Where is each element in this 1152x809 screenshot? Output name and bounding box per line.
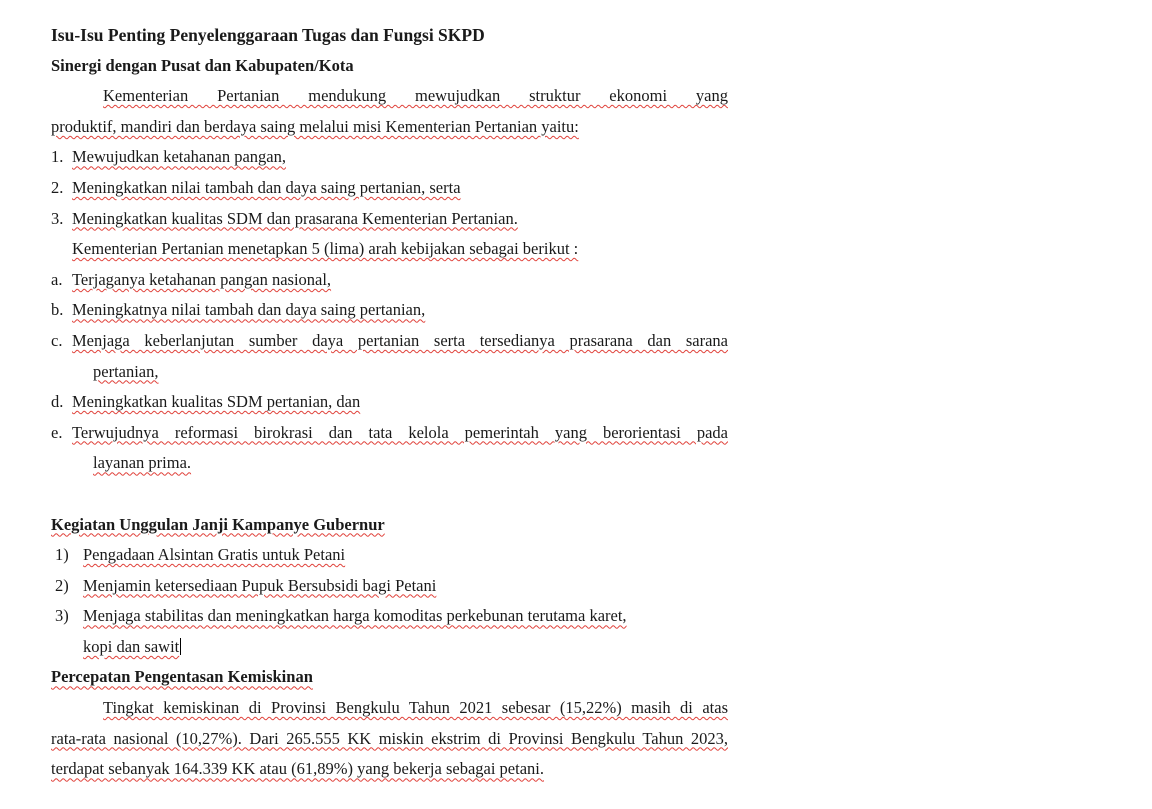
document-heading: Isu-Isu Penting Penyelenggaraan Tugas dan Fungsi SKPD [51,25,485,45]
paragraph-line: Kementerian Pertanian mendukung mewujudkan struktur ekonomi yang [103,86,728,106]
policy-item: b. Meningkatnya nilai tambah dan daya saing pertanian, [51,300,426,320]
text-cursor [180,638,181,655]
policy-intro: Kementerian Pertanian menetapkan 5 (lima) arah kebijakan sebagai berikut : [72,239,579,259]
program-item: 2) Menjamin ketersediaan Pupuk Bersubsidi bagi Petani [55,575,437,595]
program-item: 1) Pengadaan Alsintan Gratis untuk Petani [55,545,346,565]
section-subheading-sinergi: Sinergi dengan Pusat dan Kabupaten/Kota [51,55,354,75]
section-subheading-kegiatan: Kegiatan Unggulan Janji Kampanye Gubernur [51,514,385,534]
paragraph-line: Tingkat kemiskinan di Provinsi Bengkulu Tahun 2021 sebesar (15,22%) masih di atas [103,698,728,718]
policy-item: a. Terjaganya ketahanan pangan nasional, [51,269,332,289]
policy-item: c. Menjaga keberlanjutan sumber daya pertanian serta tersedianya prasarana dan sarana [51,330,728,350]
policy-item: e. Terwujudnya reformasi birokrasi dan tata kelola pemerintah yang berorientasi pada [51,422,728,442]
paragraph-line: rata-rata nasional (10,27%). Dari 265.555 KK miskin ekstrim di Provinsi Bengkulu Tahun 2023, [51,728,728,748]
section-subheading-kemiskinan: Percepatan Pengentasan Kemiskinan [51,667,313,687]
paragraph-line: terdapat sebanyak 164.339 KK atau (61,89%) yang bekerja sebagai petani. [51,759,544,779]
program-item: 3) Menjaga stabilitas dan meningkatkan harga komoditas perkebunan terutama karet, [55,606,627,626]
empty-line [51,479,728,510]
document-page[interactable] [51,20,728,785]
policy-item-continuation: layanan prima. [93,453,192,473]
policy-item-continuation: pertanian, [93,361,159,381]
policy-item: d. Meningkatkan kualitas SDM pertanian, dan [51,392,361,412]
paragraph-line: produktif, mandiri dan berdaya saing melalui misi Kementerian Pertanian yaitu: [51,116,579,136]
mission-item: 3. Meningkatkan kualitas SDM dan prasarana Kementerian Pertanian. [51,208,518,228]
mission-item: 1. Mewujudkan ketahanan pangan, [51,147,286,167]
program-item-continuation: kopi dan sawit [83,636,180,656]
mission-item: 2. Meningkatkan nilai tambah dan daya saing pertanian, serta [51,177,461,197]
